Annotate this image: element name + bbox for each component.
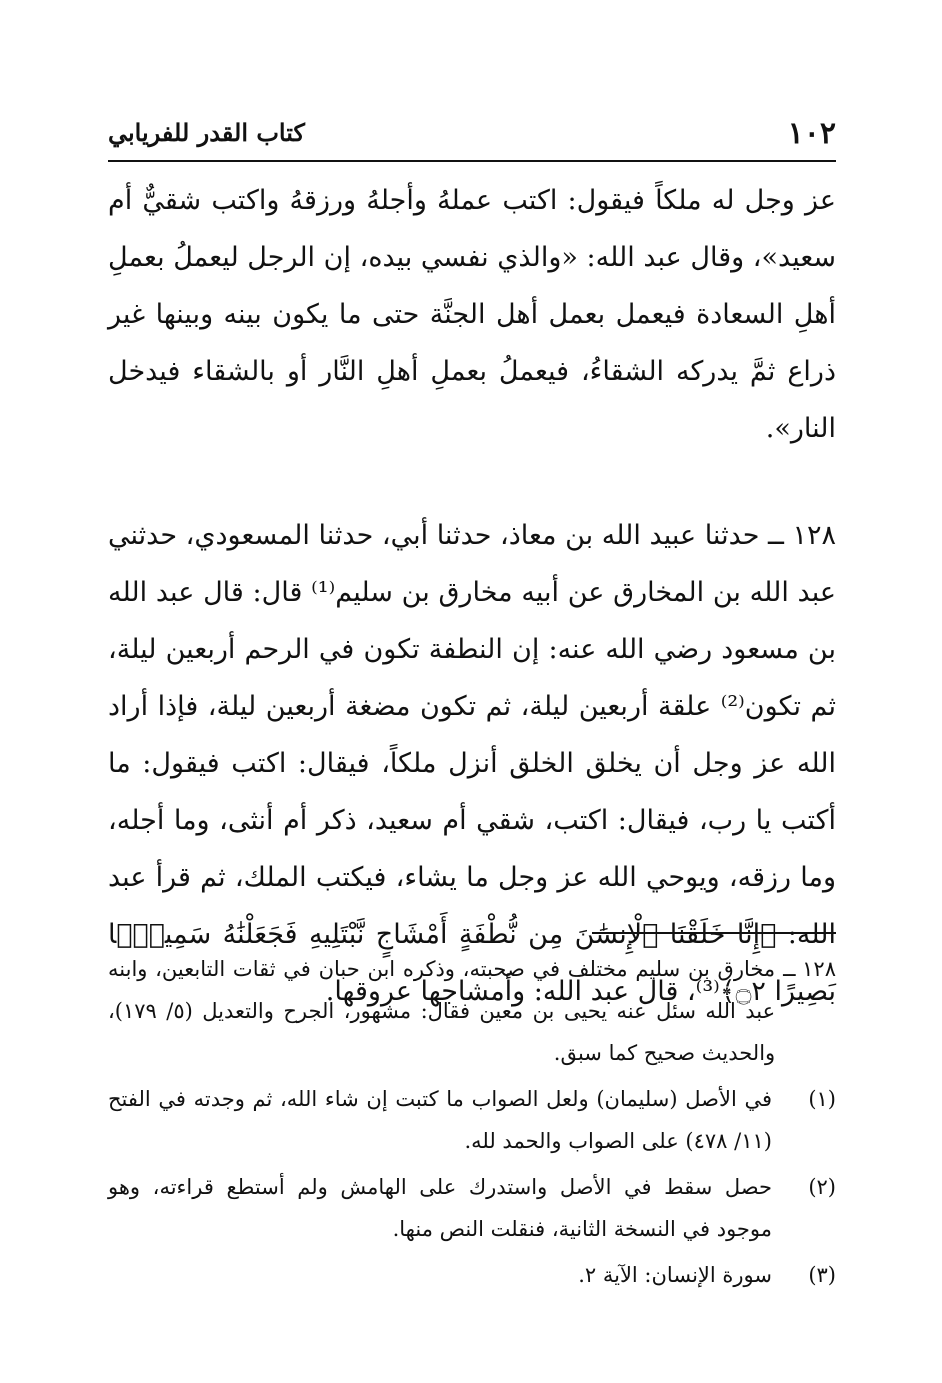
footnote-number: (١)	[808, 1087, 836, 1111]
footnotes	[108, 948, 836, 1300]
paragraph-hadith-128: ١٢٨ ــ حدثنا عبيد الله بن معاذ، حدثنا أبي، حدثنا المسعودي، حدثني عبد الله بن المخارق عن أبيه مخارق بن سليم⁽¹⁾ قال: قال عبد الله بن مسعود رضي الله عنه: إن النطفة تكون في الرحم أربعين ليلة، ثم تكون⁽²⁾ علقة أربعين ليلة، ثم تكون مضغة أربعين ليلة، فإذا أراد الله عز وجل أن يخلق الخلق أنزل ملكاً، فيقال: اكتب فيقول: ما أكتب يا رب، فيقال: اكتب، شقي أم سعيد، ذكر أم أنثى، وما أجله، وما رزقه، ويوحي الله عز وجل ما يشاء، فيكتب الملك، ثم قرأ عبد الله: ﴿إِنَّا خَلَقْنَا ٱلْإِنسَٰنَ مِن نُّطْفَةٍ أَمْشَاجٍ نَّبْتَلِيهِ فَجَعَلْنَٰهُ سَمِيعًۢا بَصِيرًا ۝٢﴾⁽³⁾، قال عبد الله: وأمشاجها عروقها.	[108, 520, 836, 1007]
footnote-2	[108, 1166, 836, 1250]
footnote-text: سورة الإنسان: الآية ٢.	[578, 1263, 772, 1287]
paragraph-continuation: عز وجل له ملكاً فيقول: اكتب عملهُ وأجلهُ ورزقهُ واكتب شقيٌّ أم سعيد»، وقال عبد الله: «والذي نفسي بيده، إن الرجل ليعملُ بعملِ أهلِ السعادة فيعمل بعمل أهل الجنَّة حتى ما يكون بينه وبينها غير ذراع ثمَّ يدركه الشقاءُ، فيعملُ بعملِ أهلِ النَّار أو بالشقاء فيدخل النار».	[108, 185, 836, 444]
footnote-128	[108, 948, 836, 1074]
footnote-3	[108, 1254, 836, 1296]
page-number: ١٠٢	[787, 116, 836, 151]
running-title: كتاب القدر للفريابي	[108, 118, 305, 147]
main-text	[108, 172, 836, 1020]
page-header	[108, 112, 836, 162]
footnote-text: في الأصل (سليمان) ولعل الصواب ما كتبت إن شاء الله، ثم وجدته في الفتح (١١/ ٤٧٨) على الصواب والحمد لله.	[108, 1087, 772, 1153]
footnote-text: مخارق بن سليم مختلف في صحبته، وذكره ابن حبان في ثقات التابعين، وابنه عبد الله سئل عنه يحيى بن معين فقال: مشهور، الجرح والتعديل (٥/ ١٧٩)، والحديث صحيح كما سبق.	[108, 957, 776, 1065]
footnote-number: (٢)	[808, 1175, 836, 1199]
footnote-number: ١٢٨ ــ	[783, 957, 836, 981]
footnote-1	[108, 1078, 836, 1162]
footnote-separator	[592, 932, 836, 934]
footnote-text: حصل سقط في الأصل واستدرك على الهامش ولم أستطع قراءته، وهو موجود في النسخة الثانية، فنقلت النص منها.	[108, 1175, 772, 1241]
footnote-number: (٣)	[808, 1263, 836, 1287]
